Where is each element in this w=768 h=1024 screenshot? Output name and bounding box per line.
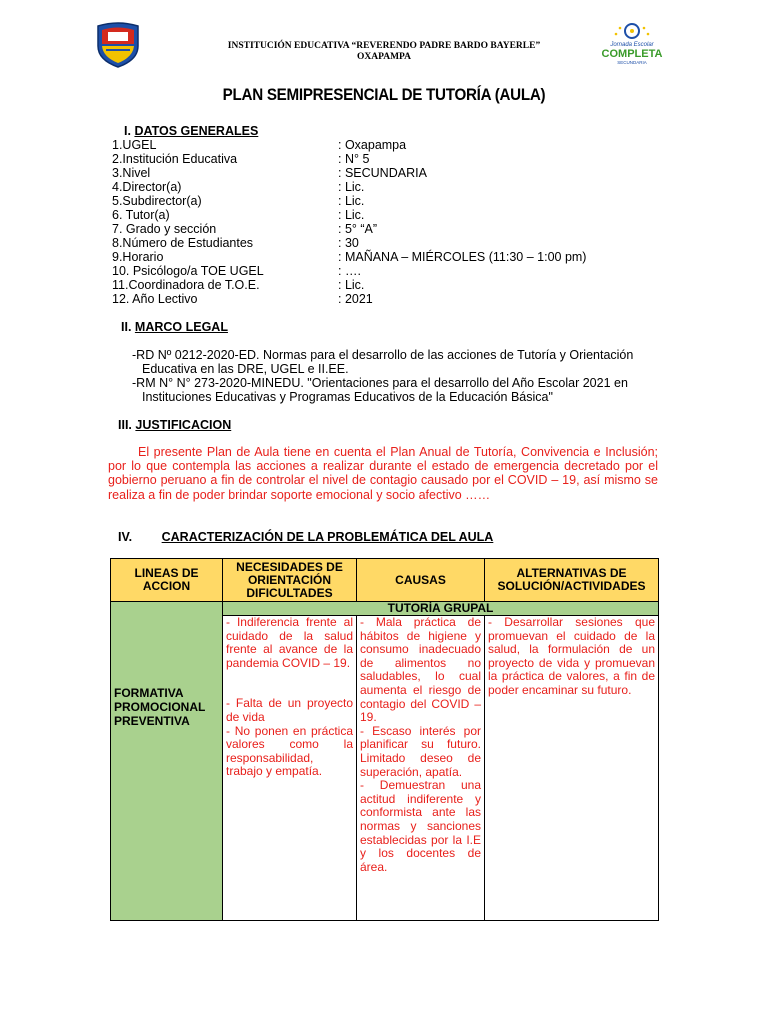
linea-text: FORMATIVA PROMOCIONAL PREVENTIVA [114, 686, 206, 728]
datos-label: 9.Horario [112, 250, 164, 264]
section-2-heading [121, 320, 228, 334]
section-2-number: II. [121, 320, 132, 334]
datos-value: : N° 5 [338, 152, 370, 166]
section-1-title: DATOS GENERALES [134, 124, 259, 138]
jornada-escolar-completa-logo [600, 22, 664, 66]
header-lineas-de-accion: LINEAS DE ACCION [111, 559, 223, 602]
header-necesidades: NECESIDADES DE ORIENTACIÓN DIFICULTADES [223, 559, 357, 602]
justification-text: El presente Plan de Aula tiene en cuenta el Plan Anual de Tutoría, Convivencia e Inclusión; por lo que contempla las acciones a realizar durante el estado de emergencia decretado por el gobierno peruano a fin de controlar el nivel de contagio causado por el COVID – 19, así mismo se realiza a fin de poder brindar soporte emocional y socio afectivo …… [108, 445, 658, 502]
tutoria-grupal-label: TUTORÍA GRUPAL [223, 602, 659, 616]
alternativas-cell [485, 616, 659, 921]
header-causas: CAUSAS [357, 559, 485, 602]
institution-name [170, 41, 598, 63]
section-3-heading [118, 418, 231, 432]
causa-item: - Demuestran una actitud indiferente y conformista ante las normas y sanciones establecidas por la I.E y los docentes de área. [360, 778, 481, 874]
datos-label: 12. Año Lectivo [112, 292, 198, 306]
linea-cell [111, 602, 223, 921]
section-4-heading [118, 530, 493, 544]
legal-item-1-line-2: Educativa en las DRE, UGEL e II.EE. [142, 362, 349, 376]
table-header-row [111, 559, 659, 602]
section-4-number: IV. [118, 530, 133, 544]
section-3-number: III. [118, 418, 132, 432]
necesidades-cell [223, 616, 357, 921]
problematica-table [110, 558, 659, 921]
legal-item-2-line-2: Instituciones Educativas y Programas Educativos de la Educación Básica" [142, 390, 553, 404]
datos-label: 3.Nivel [112, 166, 151, 180]
datos-value: : …. [338, 264, 361, 278]
section-1-heading [124, 124, 258, 138]
necesidad-item: - No ponen en práctica valores como la responsabilidad, trabajo y empatía. [226, 723, 353, 779]
institution-line-2: OXAPAMPA [357, 52, 411, 62]
institution-line-1: INSTITUCIÓN EDUCATIVA “REVERENDO PADRE BARDO BAYERLE” [227, 41, 541, 51]
datos-label: 8.Número de Estudiantes [112, 236, 254, 250]
datos-value: : Oxapampa [338, 138, 407, 152]
datos-value: : MAÑANA – MIÉRCOLES (11:30 – 1:00 pm) [338, 250, 587, 264]
datos-value: : 2021 [338, 292, 373, 306]
datos-value: : SECUNDARIA [338, 166, 427, 180]
datos-value: : 30 [338, 236, 359, 250]
causas-cell [357, 616, 485, 921]
legal-item [132, 376, 628, 404]
datos-label: 2.Institución Educativa [112, 152, 238, 166]
datos-label: 10. Psicólogo/a TOE UGEL [112, 264, 264, 278]
logo-main-text: COMPLETA [601, 48, 663, 60]
section-4-title: CARACTERIZACIÓN DE LA PROBLEMÁTICA DEL AULA [161, 530, 494, 544]
document-title: PLAN SEMIPRESENCIAL DE TUTORÍA (AULA) [222, 86, 546, 104]
datos-value: : Lic. [338, 278, 365, 292]
datos-label: 4.Director(a) [112, 180, 182, 194]
datos-label: 7. Grado y sección [112, 222, 217, 236]
datos-value: : Lic. [338, 180, 365, 194]
header-alternativas: ALTERNATIVAS DE SOLUCIÓN/ACTIVIDADES [485, 559, 659, 602]
table-subheader-row [111, 602, 659, 616]
school-crest-logo [94, 20, 142, 68]
datos-label: 6. Tutor(a) [112, 208, 170, 222]
section-3-title: JUSTIFICACION [135, 418, 232, 432]
section-1-number: I. [124, 124, 131, 138]
datos-label: 1.UGEL [112, 138, 157, 152]
datos-label: 5.Subdirector(a) [112, 194, 202, 208]
section-2-title: MARCO LEGAL [134, 320, 228, 334]
causa-item: - Mala práctica de hábitos de higiene y consumo inadecuado de alimentos no saludables, lo cual aumenta el riesgo de contagio del COVID – 19. [360, 615, 481, 725]
datos-value: : Lic. [338, 208, 365, 222]
logo-sub-text: SECUNDARIA [617, 60, 647, 65]
necesidad-item: - Falta de un proyecto de vida [226, 696, 353, 724]
legal-item-1-line-1: -RD Nº 0212-2020-ED. Normas para el desarrollo de las acciones de Tutoría y Orientación [132, 348, 634, 362]
legal-item-2-line-1: -RM N° N° 273-2020-MINEDU. "Orientaciones para el desarrollo del Año Escolar 2021 en [132, 376, 628, 390]
legal-item [132, 348, 633, 376]
logo-top-text: Jornada Escolar [610, 42, 654, 48]
datos-value: : 5° “A” [338, 222, 378, 236]
causa-item: - Escaso interés por planificar su futuro. Limitado deseo de superación, apatía. [360, 723, 481, 779]
datos-label: 11.Coordinadora de T.O.E. [112, 278, 260, 292]
necesidad-item: - Indiferencia frente al cuidado de la salud frente al avance de la pandemia COVID – 19. [226, 615, 353, 670]
alternativa-item: - Desarrollar sesiones que promuevan el cuidado de la salud, la formulación de un proyecto de vida y promuevan la práctica de valores, a fin de poder encaminar su futuro. [488, 615, 655, 697]
justification-paragraph [108, 445, 658, 502]
datos-value: : Lic. [338, 194, 365, 208]
